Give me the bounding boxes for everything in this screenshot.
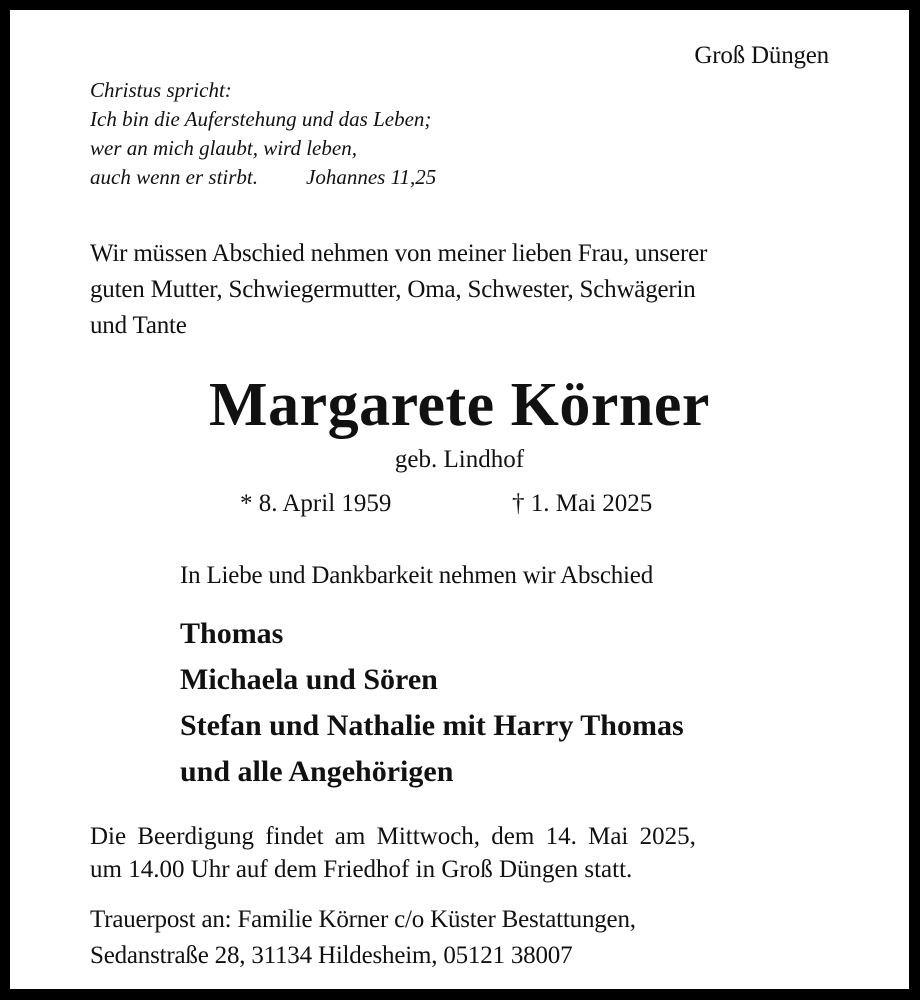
funeral-line: um 14.00 Uhr auf dem Friedhof in Groß Düngen statt. <box>90 856 633 883</box>
contact-line: Trauerpost an: Familie Körner c/o Küster Bestattungen, <box>90 906 636 933</box>
bible-verse <box>90 76 436 192</box>
mourner: Thomas <box>180 617 284 650</box>
intro-line: und Tante <box>90 312 187 339</box>
mourner: Stefan und Nathalie mit Harry Thomas <box>180 709 684 742</box>
intro-text <box>90 236 707 344</box>
intro-line: guten Mutter, Schwiegermutter, Oma, Schwester, Schwägerin <box>90 276 696 303</box>
verse-line-last <box>90 163 436 192</box>
contact-line: Sedanstraße 28, 31134 Hildesheim, 05121 38007 <box>90 942 573 969</box>
condolence-address <box>90 902 636 974</box>
death-date: † 1. Mai 2025 <box>512 490 653 517</box>
intro-line: Wir müssen Abschied nehmen von meiner lieben Frau, unserer <box>90 240 708 267</box>
birth-date: * 8. April 1959 <box>240 490 392 517</box>
verse-line: Ich bin die Auferstehung und das Leben; <box>90 107 432 131</box>
funeral-line: Die Beerdigung findet am Mittwoch, dem 14. Mai 2025, <box>90 823 696 850</box>
farewell-text: In Liebe und Dankbarkeit nehmen wir Abschied <box>180 562 653 589</box>
location-label: Groß Düngen <box>694 42 829 69</box>
mourner: Michaela und Sören <box>180 663 438 696</box>
maiden-name: geb. Lindhof <box>394 446 525 473</box>
mourner: und alle Angehörigen <box>180 755 454 788</box>
mourners-list <box>180 611 684 795</box>
deceased-name: Margarete Körner <box>209 371 710 439</box>
funeral-info <box>90 820 696 886</box>
verse-line-text: auch wenn er stirbt. <box>90 165 258 189</box>
verse-line: wer an mich glaubt, wird leben, <box>90 136 357 160</box>
verse-line: Christus spricht: <box>90 78 232 102</box>
verse-reference: Johannes 11,25 <box>306 165 437 189</box>
